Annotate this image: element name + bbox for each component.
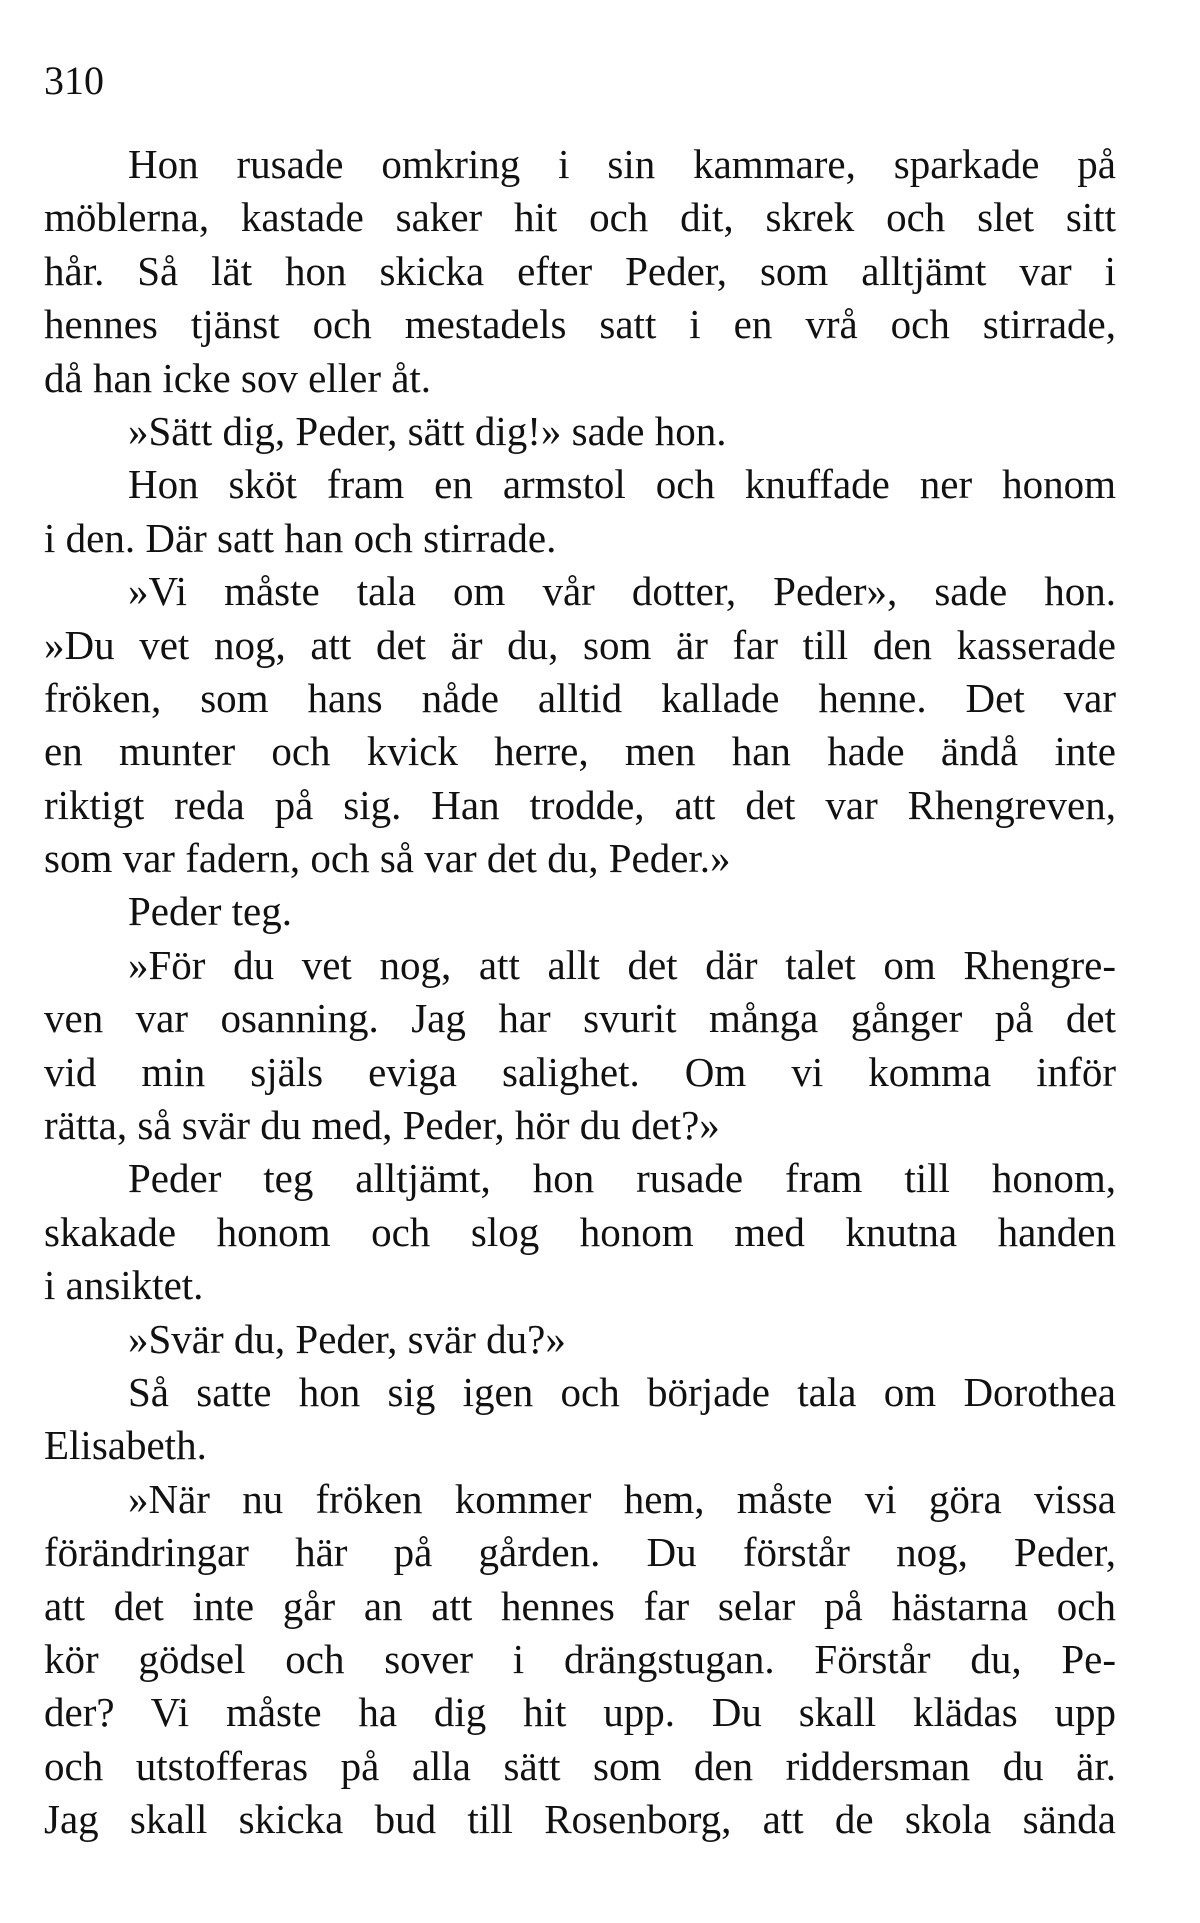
text-line: skakade honom och slog honom med knutna handen (44, 1208, 1116, 1255)
text-line: hår. Så lät hon skicka efter Peder, som alltjämt var i (44, 247, 1116, 294)
text-line: vid min själs eviga salighet. Om vi komma inför (44, 1048, 1116, 1095)
text-line: »Du vet nog, att det är du, som är far till den kasserade (44, 621, 1116, 668)
text-line: Hon sköt fram en armstol och knuffade ner honom (128, 461, 1116, 508)
text-line: Hon rusade omkring i sin kammare, sparkade på (128, 141, 1116, 187)
text-line: i den. Där satt han och stirrade. (44, 514, 557, 561)
text-line: »När nu fröken kommer hem, måste vi göra vissa (128, 1475, 1116, 1522)
text-line: Peder teg. (128, 888, 292, 935)
text-line: fröken, som hans nåde alltid kallade henne. Det var (44, 674, 1116, 721)
text-line: att det inte går an att hennes far selar på hästarna och (44, 1582, 1116, 1629)
text-line: riktigt reda på sig. Han trodde, att det var Rhengreven, (44, 781, 1116, 828)
text-line: och utstofferas på alla sätt som den riddersman du är. (44, 1742, 1116, 1789)
text-line: Peder teg alltjämt, hon rusade fram till honom, (128, 1155, 1116, 1202)
text-line: Så satte hon sig igen och började tala om Dorothea (128, 1368, 1116, 1415)
text-line: förändringar här på gården. Du förstår nog, Peder, (44, 1529, 1116, 1576)
text-line: hennes tjänst och mestadels satt i en vrå och stirrade, (44, 301, 1116, 348)
body-text (44, 138, 1116, 1847)
text-line: möblerna, kastade saker hit och dit, skrek och slet sitt (44, 194, 1116, 241)
text-line: ven var osanning. Jag har svurit många gånger på det (44, 995, 1116, 1042)
text-line: »För du vet nog, att allt det där talet om Rhengre- (128, 941, 1116, 988)
text-line: »Sätt dig, Peder, sätt dig!» sade hon. (128, 407, 727, 454)
text-line: som var fadern, och så var det du, Peder.» (44, 835, 731, 882)
text-line: »Svär du, Peder, svär du?» (128, 1315, 566, 1362)
text-line: i ansiktet. (44, 1262, 204, 1309)
text-line: Jag skall skicka bud till Rosenborg, att de skola sända (44, 1796, 1116, 1843)
text-line: kör gödsel och sover i drängstugan. Förstår du, Pe- (44, 1635, 1116, 1682)
text-line: Elisabeth. (44, 1422, 207, 1469)
text-line: då han icke sov eller åt. (44, 354, 432, 401)
text-line: der? Vi måste ha dig hit upp. Du skall klädas upp (44, 1689, 1116, 1736)
text-line: »Vi måste tala om vår dotter, Peder», sade hon. (128, 568, 1116, 615)
text-line: rätta, så svär du med, Peder, hör du det?» (44, 1102, 720, 1149)
text-line: en munter och kvick herre, men han hade ändå inte (44, 728, 1116, 775)
page-number: 310 (44, 58, 104, 103)
